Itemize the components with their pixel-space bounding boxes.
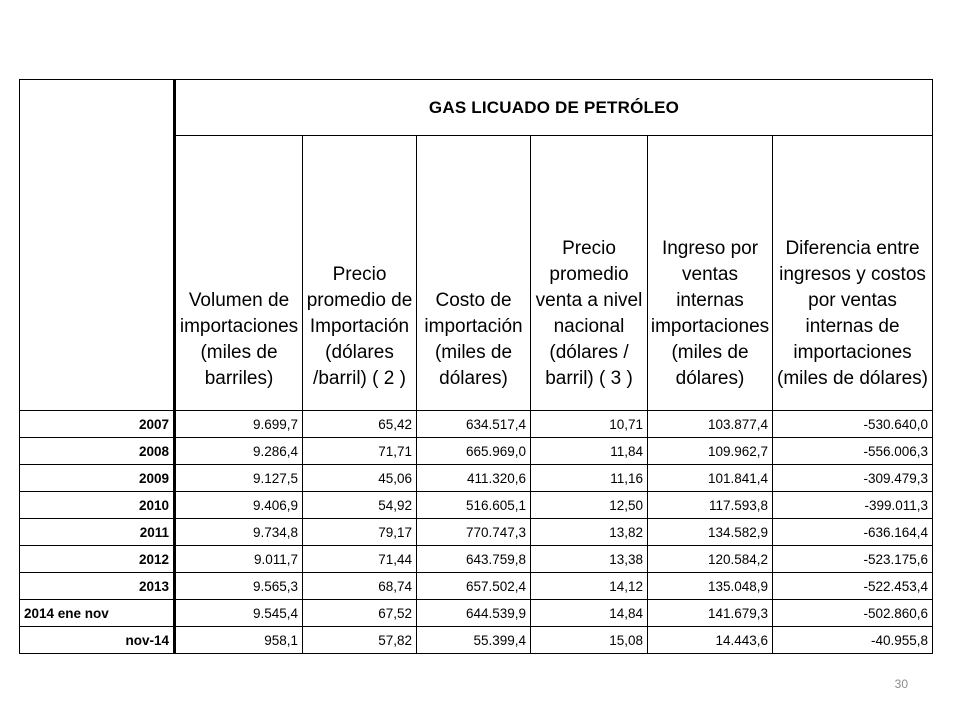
cell-costo: 665.969,0 [417,438,531,465]
cell-volumen: 958,1 [175,627,303,654]
row-label: 2014 ene nov [20,600,175,627]
cell-ingreso: 14.443,6 [648,627,773,654]
cell-ingreso: 101.841,4 [648,465,773,492]
row-label: 2010 [20,492,175,519]
header-volumen-importaciones: Volumen de importaciones (miles de barriles) [175,136,303,411]
row-label: nov-14 [20,627,175,654]
cell-precio-venta: 15,08 [531,627,648,654]
cell-precio-importacion: 71,44 [303,546,417,573]
table-row [20,573,933,600]
header-precio-importacion: Precio promedio de Importación (dólares /barril) ( 2 ) [303,136,417,411]
cell-volumen: 9.565,3 [175,573,303,600]
row-label: 2011 [20,519,175,546]
row-label: 2012 [20,546,175,573]
cell-ingreso: 103.877,4 [648,411,773,438]
table-row [20,411,933,438]
table-row [20,438,933,465]
cell-volumen: 9.406,9 [175,492,303,519]
cell-volumen: 9.699,7 [175,411,303,438]
cell-ingreso: 117.593,8 [648,492,773,519]
cell-ingreso: 141.679,3 [648,600,773,627]
row-label: 2008 [20,438,175,465]
corner-cell [20,80,175,411]
cell-costo: 657.502,4 [417,573,531,600]
table-row [20,546,933,573]
cell-diferencia: -399.011,3 [773,492,933,519]
table-row [20,600,933,627]
cell-precio-importacion: 79,17 [303,519,417,546]
header-diferencia: Diferencia entre ingresos y costos por ventas internas de importaciones (miles de dólares) [773,136,933,411]
cell-precio-importacion: 54,92 [303,492,417,519]
cell-precio-venta: 14,84 [531,600,648,627]
cell-volumen: 9.286,4 [175,438,303,465]
cell-diferencia: -40.955,8 [773,627,933,654]
cell-ingreso: 120.584,2 [648,546,773,573]
cell-precio-venta: 12,50 [531,492,648,519]
cell-precio-importacion: 68,74 [303,573,417,600]
cell-diferencia: -502.860,6 [773,600,933,627]
cell-diferencia: -522.453,4 [773,573,933,600]
cell-diferencia: -309.479,3 [773,465,933,492]
cell-precio-importacion: 45,06 [303,465,417,492]
table-row [20,492,933,519]
row-label: 2007 [20,411,175,438]
header-costo-importacion: Costo de importación (miles de dólares) [417,136,531,411]
cell-costo: 55.399,4 [417,627,531,654]
cell-volumen: 9.734,8 [175,519,303,546]
row-label: 2013 [20,573,175,600]
cell-precio-importacion: 57,82 [303,627,417,654]
cell-ingreso: 135.048,9 [648,573,773,600]
cell-costo: 644.539,9 [417,600,531,627]
cell-diferencia: -523.175,6 [773,546,933,573]
cell-precio-venta: 10,71 [531,411,648,438]
cell-costo: 411.320,6 [417,465,531,492]
cell-volumen: 9.011,7 [175,546,303,573]
page-number: 30 [894,677,908,691]
header-precio-venta-nacional: Precio promedio venta a nivel nacional (dólares / barril) ( 3 ) [531,136,648,411]
cell-ingreso: 109.962,7 [648,438,773,465]
cell-costo: 643.759,8 [417,546,531,573]
cell-costo: 516.605,1 [417,492,531,519]
cell-precio-importacion: 67,52 [303,600,417,627]
cell-ingreso: 134.582,9 [648,519,773,546]
cell-diferencia: -636.164,4 [773,519,933,546]
cell-precio-venta: 13,82 [531,519,648,546]
table-title: GAS LICUADO DE PETRÓLEO [175,80,933,136]
cell-precio-venta: 14,12 [531,573,648,600]
cell-precio-venta: 11,16 [531,465,648,492]
table-row [20,627,933,654]
header-ingreso-ventas: Ingreso por ventas internas importaciones (miles de dólares) [648,136,773,411]
table-row [20,465,933,492]
cell-diferencia: -530.640,0 [773,411,933,438]
cell-precio-venta: 11,84 [531,438,648,465]
cell-precio-venta: 13,38 [531,546,648,573]
cell-volumen: 9.545,4 [175,600,303,627]
cell-precio-importacion: 65,42 [303,411,417,438]
table-row [20,519,933,546]
cell-costo: 770.747,3 [417,519,531,546]
cell-diferencia: -556.006,3 [773,438,933,465]
lpg-import-table [19,79,933,654]
cell-costo: 634.517,4 [417,411,531,438]
cell-volumen: 9.127,5 [175,465,303,492]
row-label: 2009 [20,465,175,492]
cell-precio-importacion: 71,71 [303,438,417,465]
